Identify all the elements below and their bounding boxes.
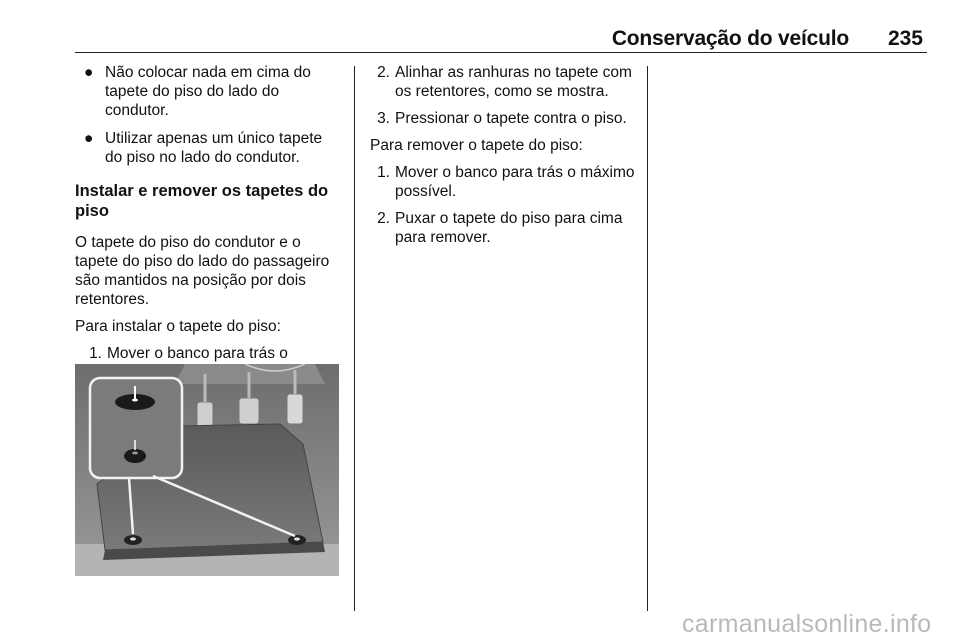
step-text: Mover o banco para trás o xyxy=(107,345,288,362)
page-header xyxy=(75,26,927,53)
bullet-item xyxy=(75,129,343,167)
bullet-text: Não colocar nada em cima do tapete do piso do lado do condutor. xyxy=(105,64,311,119)
numbered-step xyxy=(370,209,638,247)
step-number: 1. xyxy=(89,345,102,362)
step-text: Mover o banco para trás o máximo possível. xyxy=(395,164,635,200)
column-divider xyxy=(354,66,355,611)
step-number: 1. xyxy=(377,164,390,181)
bullet-dot-icon: ● xyxy=(84,130,94,147)
floor-mat-image xyxy=(75,364,339,576)
step-number: 2. xyxy=(377,210,390,227)
step-number: 2. xyxy=(377,64,390,81)
bullet-dot-icon: ● xyxy=(84,64,94,81)
numbered-step xyxy=(370,163,638,201)
watermark-text: carmanualsonline.info xyxy=(682,610,932,638)
column-left xyxy=(75,63,343,390)
step-text: Puxar o tapete do piso para cima para remover. xyxy=(395,210,623,246)
column-divider xyxy=(647,66,648,611)
section-heading: Instalar e remover os tapetes do piso xyxy=(75,182,329,220)
paragraph: Para instalar o tapete do piso: xyxy=(75,318,281,335)
column-right xyxy=(370,63,638,255)
paragraph: O tapete do piso do condutor e o tapete do piso do lado do passageiro são mantidos na posição por dois retentores. xyxy=(75,234,330,308)
bullet-item xyxy=(75,63,343,120)
paragraph: Para remover o tapete do piso: xyxy=(370,137,583,154)
floor-mat-illustration xyxy=(75,364,339,576)
step-number: 3. xyxy=(377,110,390,127)
page-number: 235 xyxy=(887,27,923,50)
section-title: Conservação do veículo xyxy=(611,27,849,50)
step-text: Pressionar o tapete contra o piso. xyxy=(395,110,627,127)
step-text: Alinhar as ranhuras no tapete com os retentores, como se mostra. xyxy=(395,64,632,100)
numbered-step xyxy=(370,109,638,128)
numbered-step xyxy=(370,63,638,101)
bullet-text: Utilizar apenas um único tapete do piso no lado do condutor. xyxy=(105,130,323,166)
